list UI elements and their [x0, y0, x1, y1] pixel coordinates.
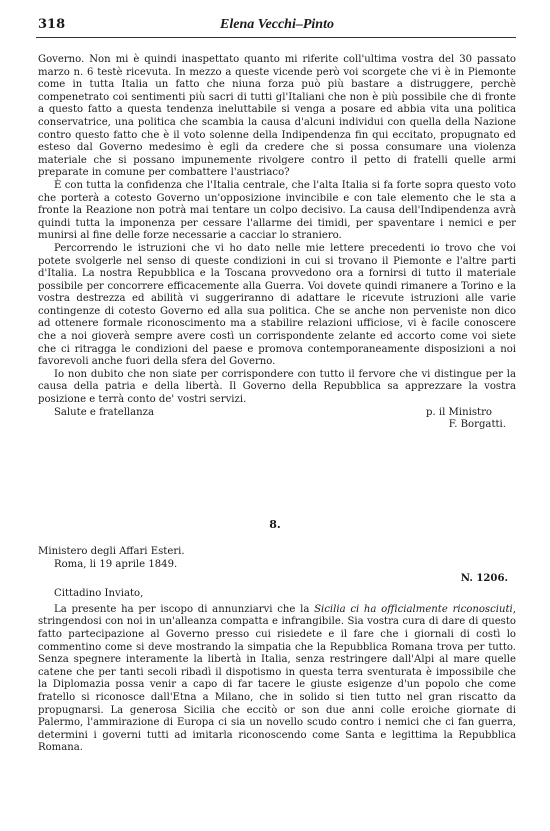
body-italic: Sicilia ci ha officialmente riconosciuti: [314, 603, 513, 615]
greeting: Cittadino Inviato,: [54, 588, 144, 600]
paragraph: È con tutta la confidenza che l'Italia centrale, che l'alta Italia si fa forte sopra questo voto che porterà a cotesto Governo un'opposizione invincibile e con tale elemento che le sta a fronte la Reazione non potrà mai tentare un colpo decisivo. La causa dell'Indipendenza avrà quindi tutta la imponenza per cessare l'allarme dei timidi, per spaventare i nemici e per munirsi al fine delle forze necessarie a cacciar lo straniero.: [38, 179, 516, 242]
closing-row: [38, 407, 516, 420]
running-head: [38, 17, 516, 33]
sender: Ministero degli Affari Esteri.: [38, 546, 185, 557]
running-title: Elena Vecchi–Pinto: [220, 17, 334, 32]
body-rest: , stringendosi con noi in un'alleanza compatta e infrangibile. Sia vostra cura di dare di questo fatto partecipazione al Governo presso cui risiedete e il fare che i giornali di costì lo commentino come si deve mostrando la simpatia che la Repubblica Romana trova per tutto. Senza spegnere interamente la libertà in Italia, senza restringere dall'Alpi al mare quelle catene che per tanti secoli ribadì il dispotismo in questa terra sventurata è impossibile che la Diplomazia possa venir a capo di far tacere le giuste esigenze d'un popolo che come fratello si riconosce dall'Etna a Milano, che in solido si tien tutto nel gran riscatto da propugnarsi. La generosa Sicilia che eccitò or son due anni colle eroiche giornate di Palermo, l'ammirazione di Europa ci sia un novello scudo contro i nemici che ci fan guerra, determini i governi tutti ad imitarla riconoscendo come Santa e legittima la Repubblica Romana.: [38, 603, 516, 754]
reference-number: N. 1206.: [460, 573, 508, 585]
signature-name: F. Borgatti.: [448, 419, 506, 431]
signature-title: p. il Ministro: [426, 406, 492, 418]
letter-body: [38, 604, 516, 755]
paragraph: Io non dubito che non siate per corrispondere con tutto il fervore che vi distingue per la causa della patria e della libertà. Il Governo della Repubblica sa apprezzare la vostra posizione e terrà conto de' vostri servizi.: [38, 368, 516, 406]
letter: [38, 546, 516, 755]
document-number: 8.: [269, 518, 281, 531]
place-date: Roma, li 19 aprile 1849.: [54, 558, 178, 570]
reference-row: [38, 571, 516, 586]
header-rule: [36, 37, 516, 38]
paragraph: Governo. Non mi è quindi inaspettato quanto mi riferite coll'ultima vostra del 30 passato marzo n. 6 testè ricevuta. In mezzo a queste vicende però voi scorgete che vi è in Piemonte come in tutta Italia un fatto che niuna forza può più bastare a distruggere, perchè compenetrato coi sentimenti più sacri di tutti gl'Italiani che non è più possibile che di fronte a questo fatto a questa tendenza ineluttabile si venga a posare ed abbia vita una politica conservatrice, una politica che scambia la causa d'alcuni individui con quella della Nazione contro questo fatto che è il voto solenne della Indipendenza fin qui eccitato, propugnato ed esteso dal Governo medesimo è egli da credere che si possa consumare una violenza materiale che si possano impunemente rivolgere contro il petto di fratelli quelle armi preparate in comune per combattere l'austriaco?: [38, 54, 516, 179]
letter-continuation: [38, 54, 516, 432]
closing-salutation: Salute e fratellanza: [54, 406, 155, 418]
signature-row: [38, 419, 516, 432]
page-number: 318: [38, 17, 66, 32]
body-start: La presente ha per iscopo di annunziarvi che la: [54, 603, 315, 615]
paragraph: Percorrendo le istruzioni che vi ho dato nelle mie lettere precedenti io trovo che voi potete svolgerle nel senso di queste condizioni in cui si trovano il Piemonte e l'altre parti d'Italia. La nostra Repubblica e la Toscana provvedono ora a fornirsi di tutto il materiale possibile per concorrere efficacemente alla Guerra. Voi dovete quindi rimanere a Torino e la vostra destrezza ed abilità vi suggeriranno di adattare le ricevute istruzioni alle varie contingenze di cotesto Governo ed alla sua politica. Che se anche non perveniste non dico ad ottenere formale riconoscimento ma a stabilire relazioni ufficiose, vi è facile conoscere che a noi gioverà sempre avere costì un corrispondente zelante ed accorto come voi siete che ci ritragga le condizioni del paese e promova contemporaneamente disposizioni a noi favorevoli anche fuori della sfera del Governo.: [38, 242, 516, 368]
